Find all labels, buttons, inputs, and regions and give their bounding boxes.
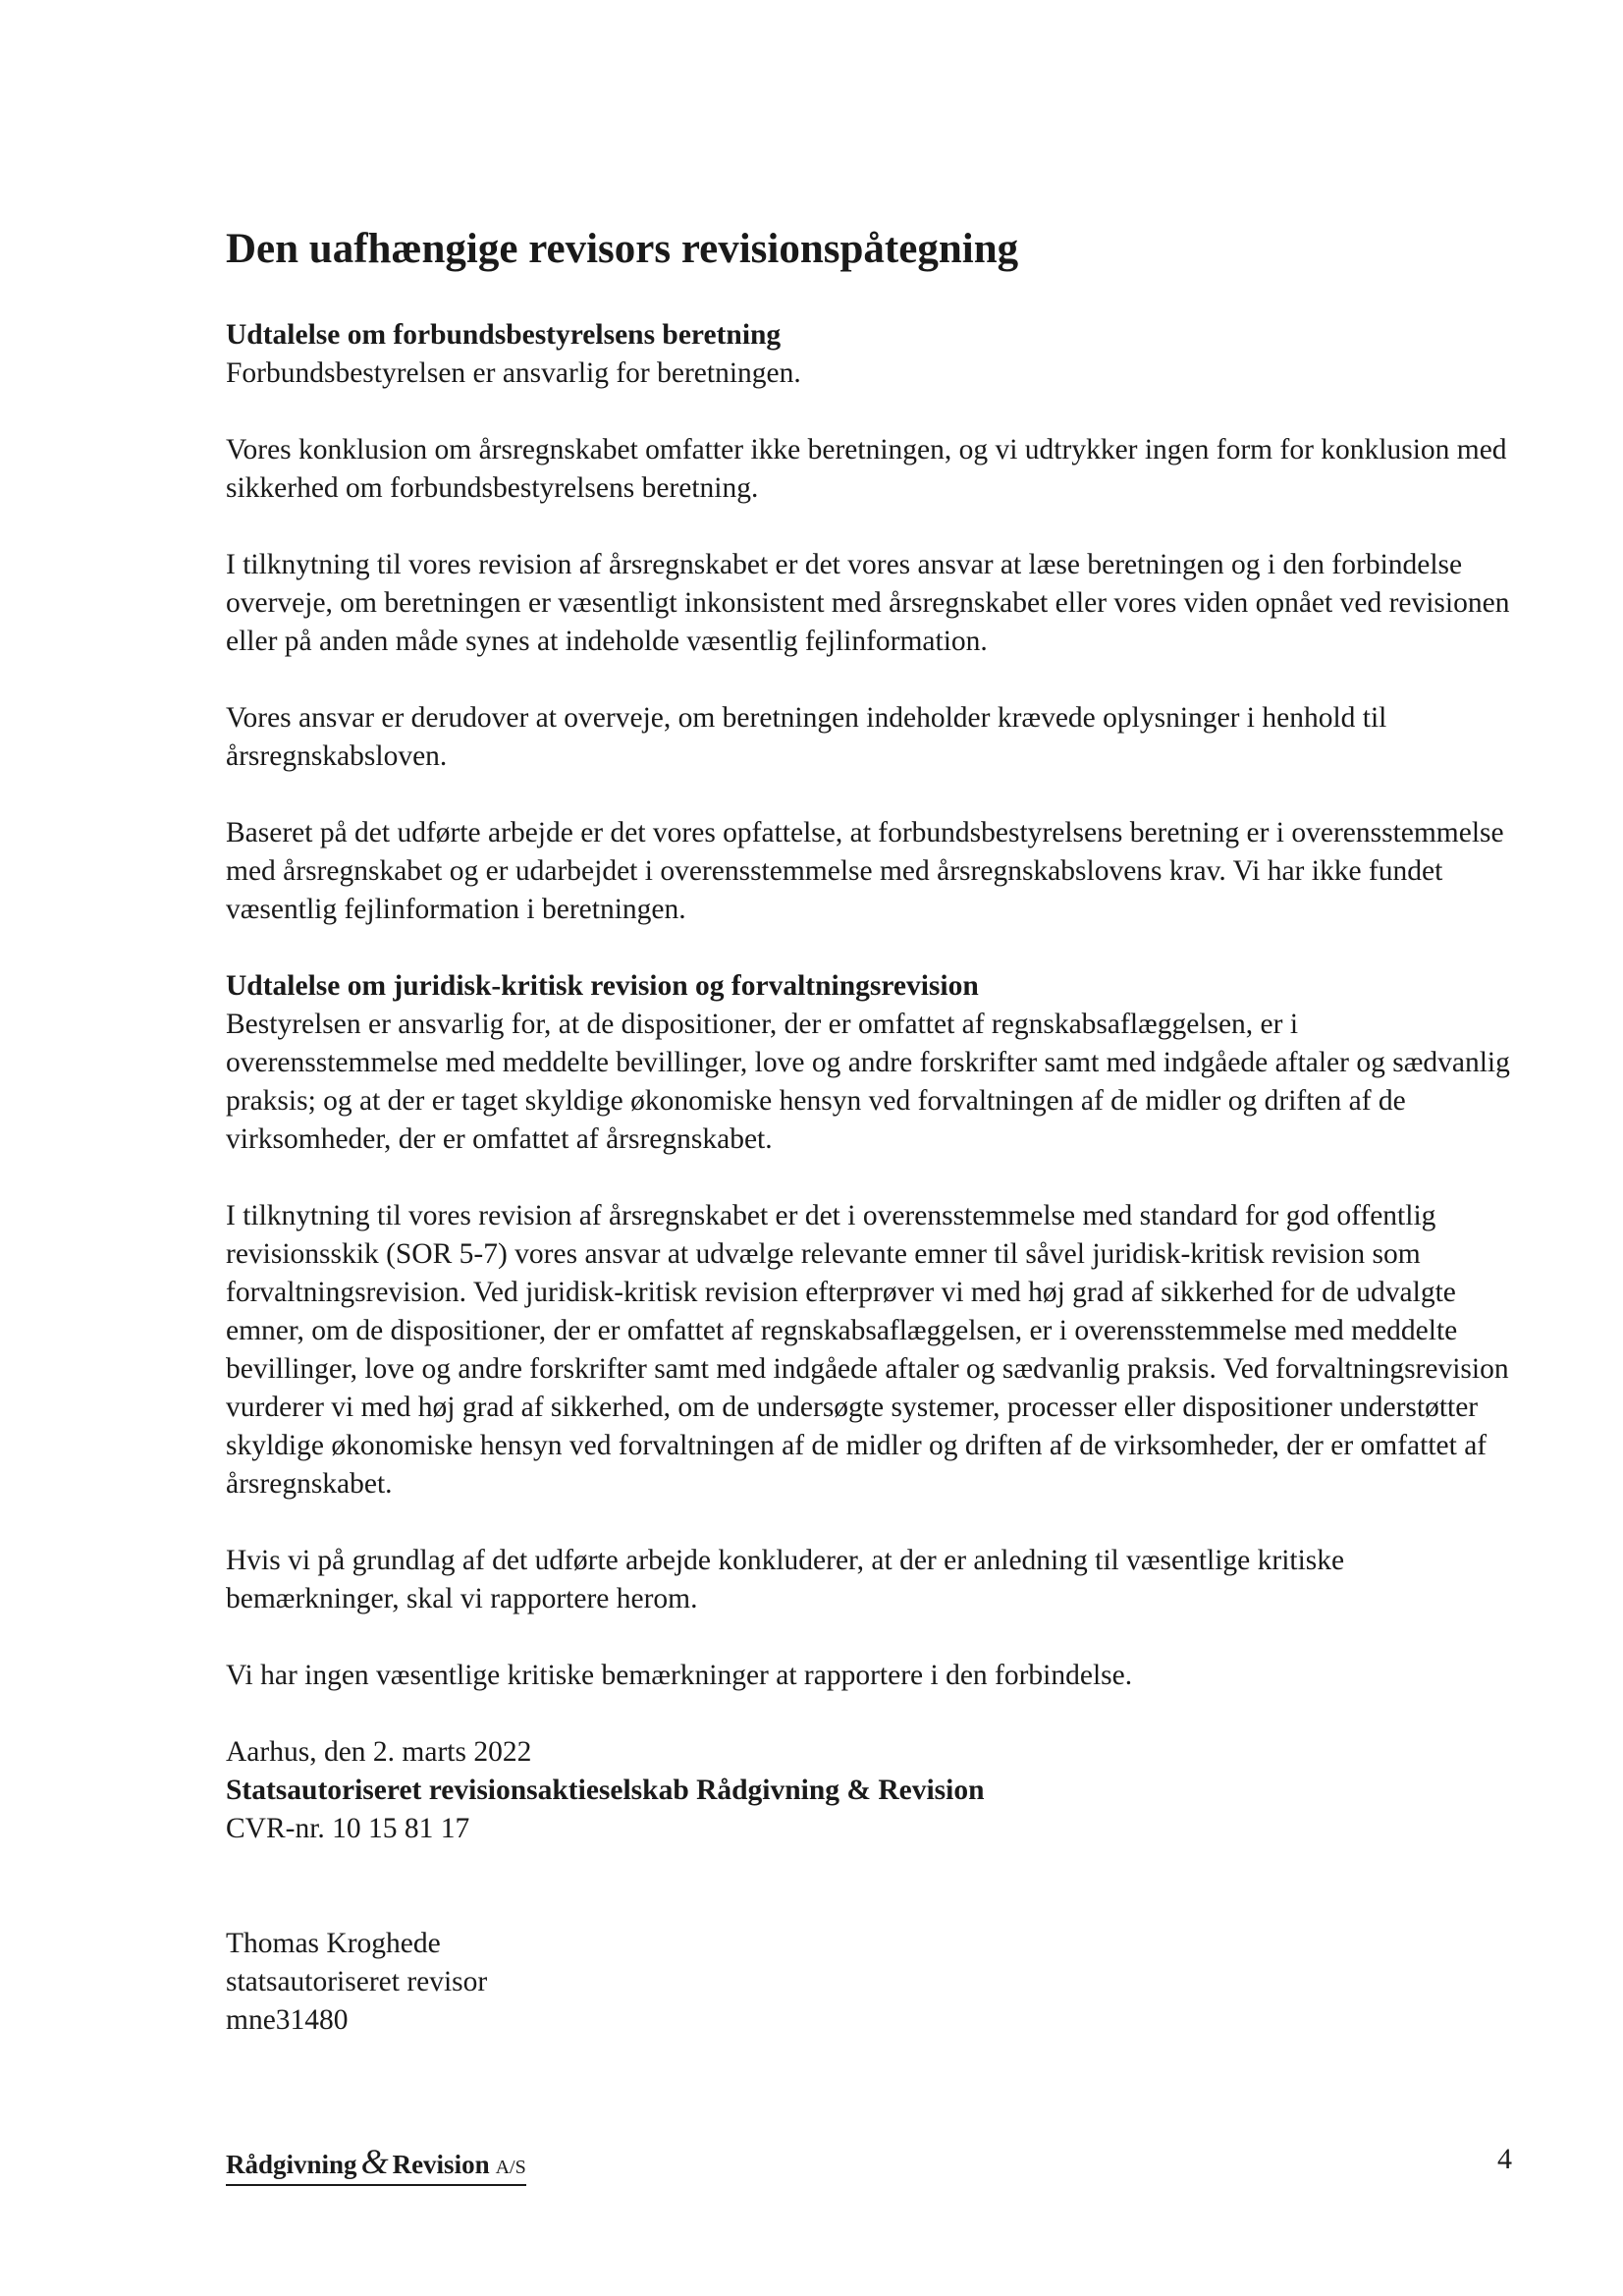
logo-text-part1: Rådgivning xyxy=(226,2150,357,2179)
section-heading: Udtalelse om juridisk-kritisk revision og forvaltningsrevision xyxy=(226,969,979,1002)
logo-ampersand: & xyxy=(360,2142,389,2181)
page-footer xyxy=(226,2141,1512,2190)
signer-name: Thomas Kroghede xyxy=(226,1927,441,1959)
section-forbundsbestyrelsens-beretning xyxy=(226,316,1512,929)
document-title: Den uafhængige revisors revisionspåtegning xyxy=(226,226,1019,272)
signer xyxy=(226,1925,1512,2040)
logo-text-part2: Revision xyxy=(392,2150,490,2179)
paragraph: Vi har ingen væsentlige kritiske bemærkninger at rapportere i den forbindelse. xyxy=(226,1659,1133,1691)
paragraph: Vores konklusion om årsregnskabet omfatter ikke beretningen, og vi udtrykker ingen form for konklusion med sikkerhed om forbundsbestyrelsens beretning. xyxy=(226,433,1507,504)
document-page xyxy=(226,224,1512,2040)
paragraph: Forbundsbestyrelsen er ansvarlig for beretningen. xyxy=(226,356,801,389)
page-number: 4 xyxy=(1497,2143,1512,2175)
firm-name: Statsautoriseret revisionsaktieselskab Rådgivning & Revision xyxy=(226,1774,985,1806)
paragraph: I tilknytning til vores revision af årsregnskabet er det vores ansvar at læse beretningen og i den forbindelse overveje, om beretningen er væsentligt inkonsistent med årsregnskabet eller vores viden opnået ved revisionen eller på anden måde synes at indeholde væsentlig fejlinformation. xyxy=(226,548,1510,657)
paragraph: Bestyrelsen er ansvarlig for, at de dispositioner, der er omfattet af regnskabsaflæggelsen, er i overensstemmelse med meddelte bevillinger, love og andre forskrifter samt med indgåede aftaler og sædvanlig praksis; og at der er taget skyldige økonomiske hensyn ved forvaltningen af de midler og driften af de virksomheder, der er omfattet af årsregnskabet. xyxy=(226,1008,1510,1155)
company-logo xyxy=(226,2141,526,2186)
paragraph: Hvis vi på grundlag af det udførte arbejde konkluderer, at der er anledning til væsentlige kritiske bemærkninger, skal vi rapportere herom. xyxy=(226,1544,1345,1614)
signer-id: mne31480 xyxy=(226,2003,349,2036)
logo-suffix: A/S xyxy=(495,2157,526,2178)
paragraph: Baseret på det udførte arbejde er det vores opfattelse, at forbundsbestyrelsens beretning er i overensstemmelse med årsregnskabet og er udarbejdet i overensstemmelse med årsregnskabslovens krav. Vi har ikke fundet væsentlig fejlinformation i beretningen. xyxy=(226,816,1504,925)
section-juridisk-kritisk-revision xyxy=(226,967,1512,1695)
place-date: Aarhus, den 2. marts 2022 xyxy=(226,1735,532,1768)
section-heading: Udtalelse om forbundsbestyrelsens beretning xyxy=(226,318,782,351)
cvr-number: CVR-nr. 10 15 81 17 xyxy=(226,1812,470,1844)
signer-title: statsautoriseret revisor xyxy=(226,1965,488,1997)
signature-block xyxy=(226,1733,1512,2040)
paragraph: Vores ansvar er derudover at overveje, om beretningen indeholder krævede oplysninger i henhold til årsregnskabsloven. xyxy=(226,701,1387,772)
paragraph: I tilknytning til vores revision af årsregnskabet er det i overensstemmelse med standard for god offentlig revisionsskik (SOR 5-7) vores ansvar at udvælge relevante emner til såvel juridisk-kritisk revision som forvaltningsrevision. Ved juridisk-kritisk revision efterprøver vi med høj grad af sikkerhed for de udvalgte emner, om de dispositioner, der er omfattet af regnskabsaflæggelsen, er i overensstemmelse med meddelte bevillinger, love og andre forskrifter samt med indgåede aftaler og sædvanlig praksis. Ved forvaltningsrevision vurderer vi med høj grad af sikkerhed, om de undersøgte systemer, processer eller dispositioner understøtter skyldige økonomiske hensyn ved forvaltningen af de midler og driften af de virksomheder, der er omfattet af årsregnskabet. xyxy=(226,1199,1509,1500)
